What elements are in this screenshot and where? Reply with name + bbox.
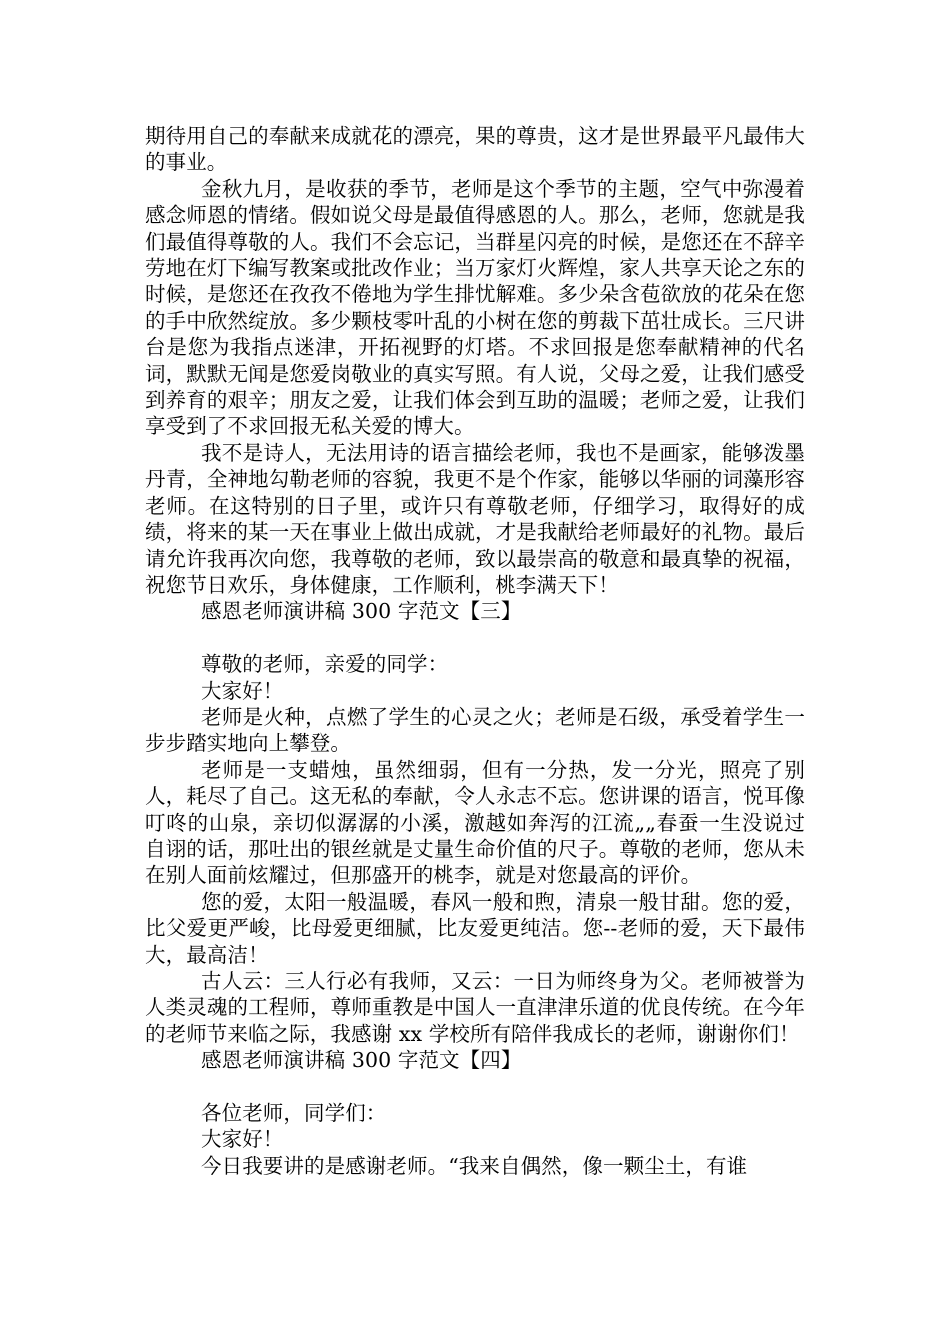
paragraph-4: 老师是火种，点燃了学生的心灵之火；老师是石级，承受着学生一步步踏实地向上攀登。 — [145, 704, 805, 756]
greeting-2: 大家好！ — [201, 1127, 284, 1152]
paragraph-7: 古人云：三人行必有我师，又云：一日为师终身为父。老师被誉为人类灵魂的工程师，尊师重教是中国人一直津津乐道的优良传统。在今年的老师节来临之际，我感谢 xx 学校所有陪伴我成长的老师，谢谢你们！ — [145, 968, 805, 1046]
section-heading-4: 感恩老师演讲稿 300 字范文【四】 — [201, 1048, 522, 1073]
paragraph-3: 我不是诗人，无法用诗的语言描绘老师，我也不是画家，能够泼墨丹青，全神地勾勒老师的容貌，我更不是个作家，能够以华丽的词藻形容老师。在这特别的日子里，或许只有尊敬老师，仔细学习，取得好的成绩，将来的某一天在事业上做出成就，才是我献给老师最好的礼物。最后请允许我再次向您，我尊敬的老师，致以最崇高的敬意和最真挚的祝福，祝您节日欢乐，身体健康，工作顺利，桃李满天下！ — [145, 440, 805, 597]
blank-line — [145, 1074, 805, 1100]
paragraph-1: 期待用自己的奉献来成就花的漂亮，果的尊贵，这才是世界最平凡最伟大的事业。 — [145, 124, 805, 175]
paragraph-5: 老师是一支蜡烛，虽然细弱，但有一分热，发一分光，照亮了别人，耗尽了自己。这无私的奉献，令人永志不忘。您讲课的语言，悦耳像叮咚的山泉，亲切似潺潺的小溪，激越如奔泻的江流„„春蚕一生没说过自诩的话，那吐出的银丝就是丈量生命价值的尺子。尊敬的老师，您从未在别人面前炫耀过，但那盛开的桃李，就是对您最高的评价。 — [145, 757, 805, 888]
salutation-1: 尊敬的老师，亲爱的同学： — [201, 652, 449, 677]
greeting-1: 大家好！ — [201, 678, 284, 703]
salutation-2: 各位老师，同学们： — [201, 1101, 387, 1125]
paragraph-8: 今日我要讲的是感谢老师。“我来自偶然，像一颗尘土，有谁 — [201, 1153, 748, 1178]
paragraph-2: 金秋九月，是收获的季节，老师是这个季节的主题，空气中弥漫着感念师恩的情绪。假如说父母是最值得感恩的人。那么，老师，您就是我们最值得尊敬的人。我们不会忘记，当群星闪亮的时候，是您还在不辞辛劳地在灯下编写教案或批改作业；当万家灯火辉煌，家人共享天论之东的时候，是您还在孜孜不倦地为学生排忧解难。多少朵含苞欲放的花朵在您的手中欣然绽放。多少颗枝零叶乱的小树在您的剪裁下茁壮成长。三尺讲台是您为我指点迷津，开拓视野的灯塔。不求回报是您奉献精神的代名词，默默无闻是您爱岗敬业的真实写照。有人说，父母之爱，让我们感受到养育的艰辛；朋友之爱，让我们体会到互助的温暖；老师之爱，让我们享受到了不求回报无私关爱的博大。 — [145, 176, 805, 439]
document-page — [145, 123, 805, 1179]
paragraph-6: 您的爱，太阳一般温暖，春风一般和煦，清泉一般甘甜。您的爱，比父爱更严峻，比母爱更细腻，比友爱更纯洁。您--老师的爱，天下最伟大，最高洁！ — [145, 889, 805, 967]
section-heading-3: 感恩老师演讲稿 300 字范文【三】 — [201, 599, 522, 624]
blank-line — [145, 625, 805, 651]
